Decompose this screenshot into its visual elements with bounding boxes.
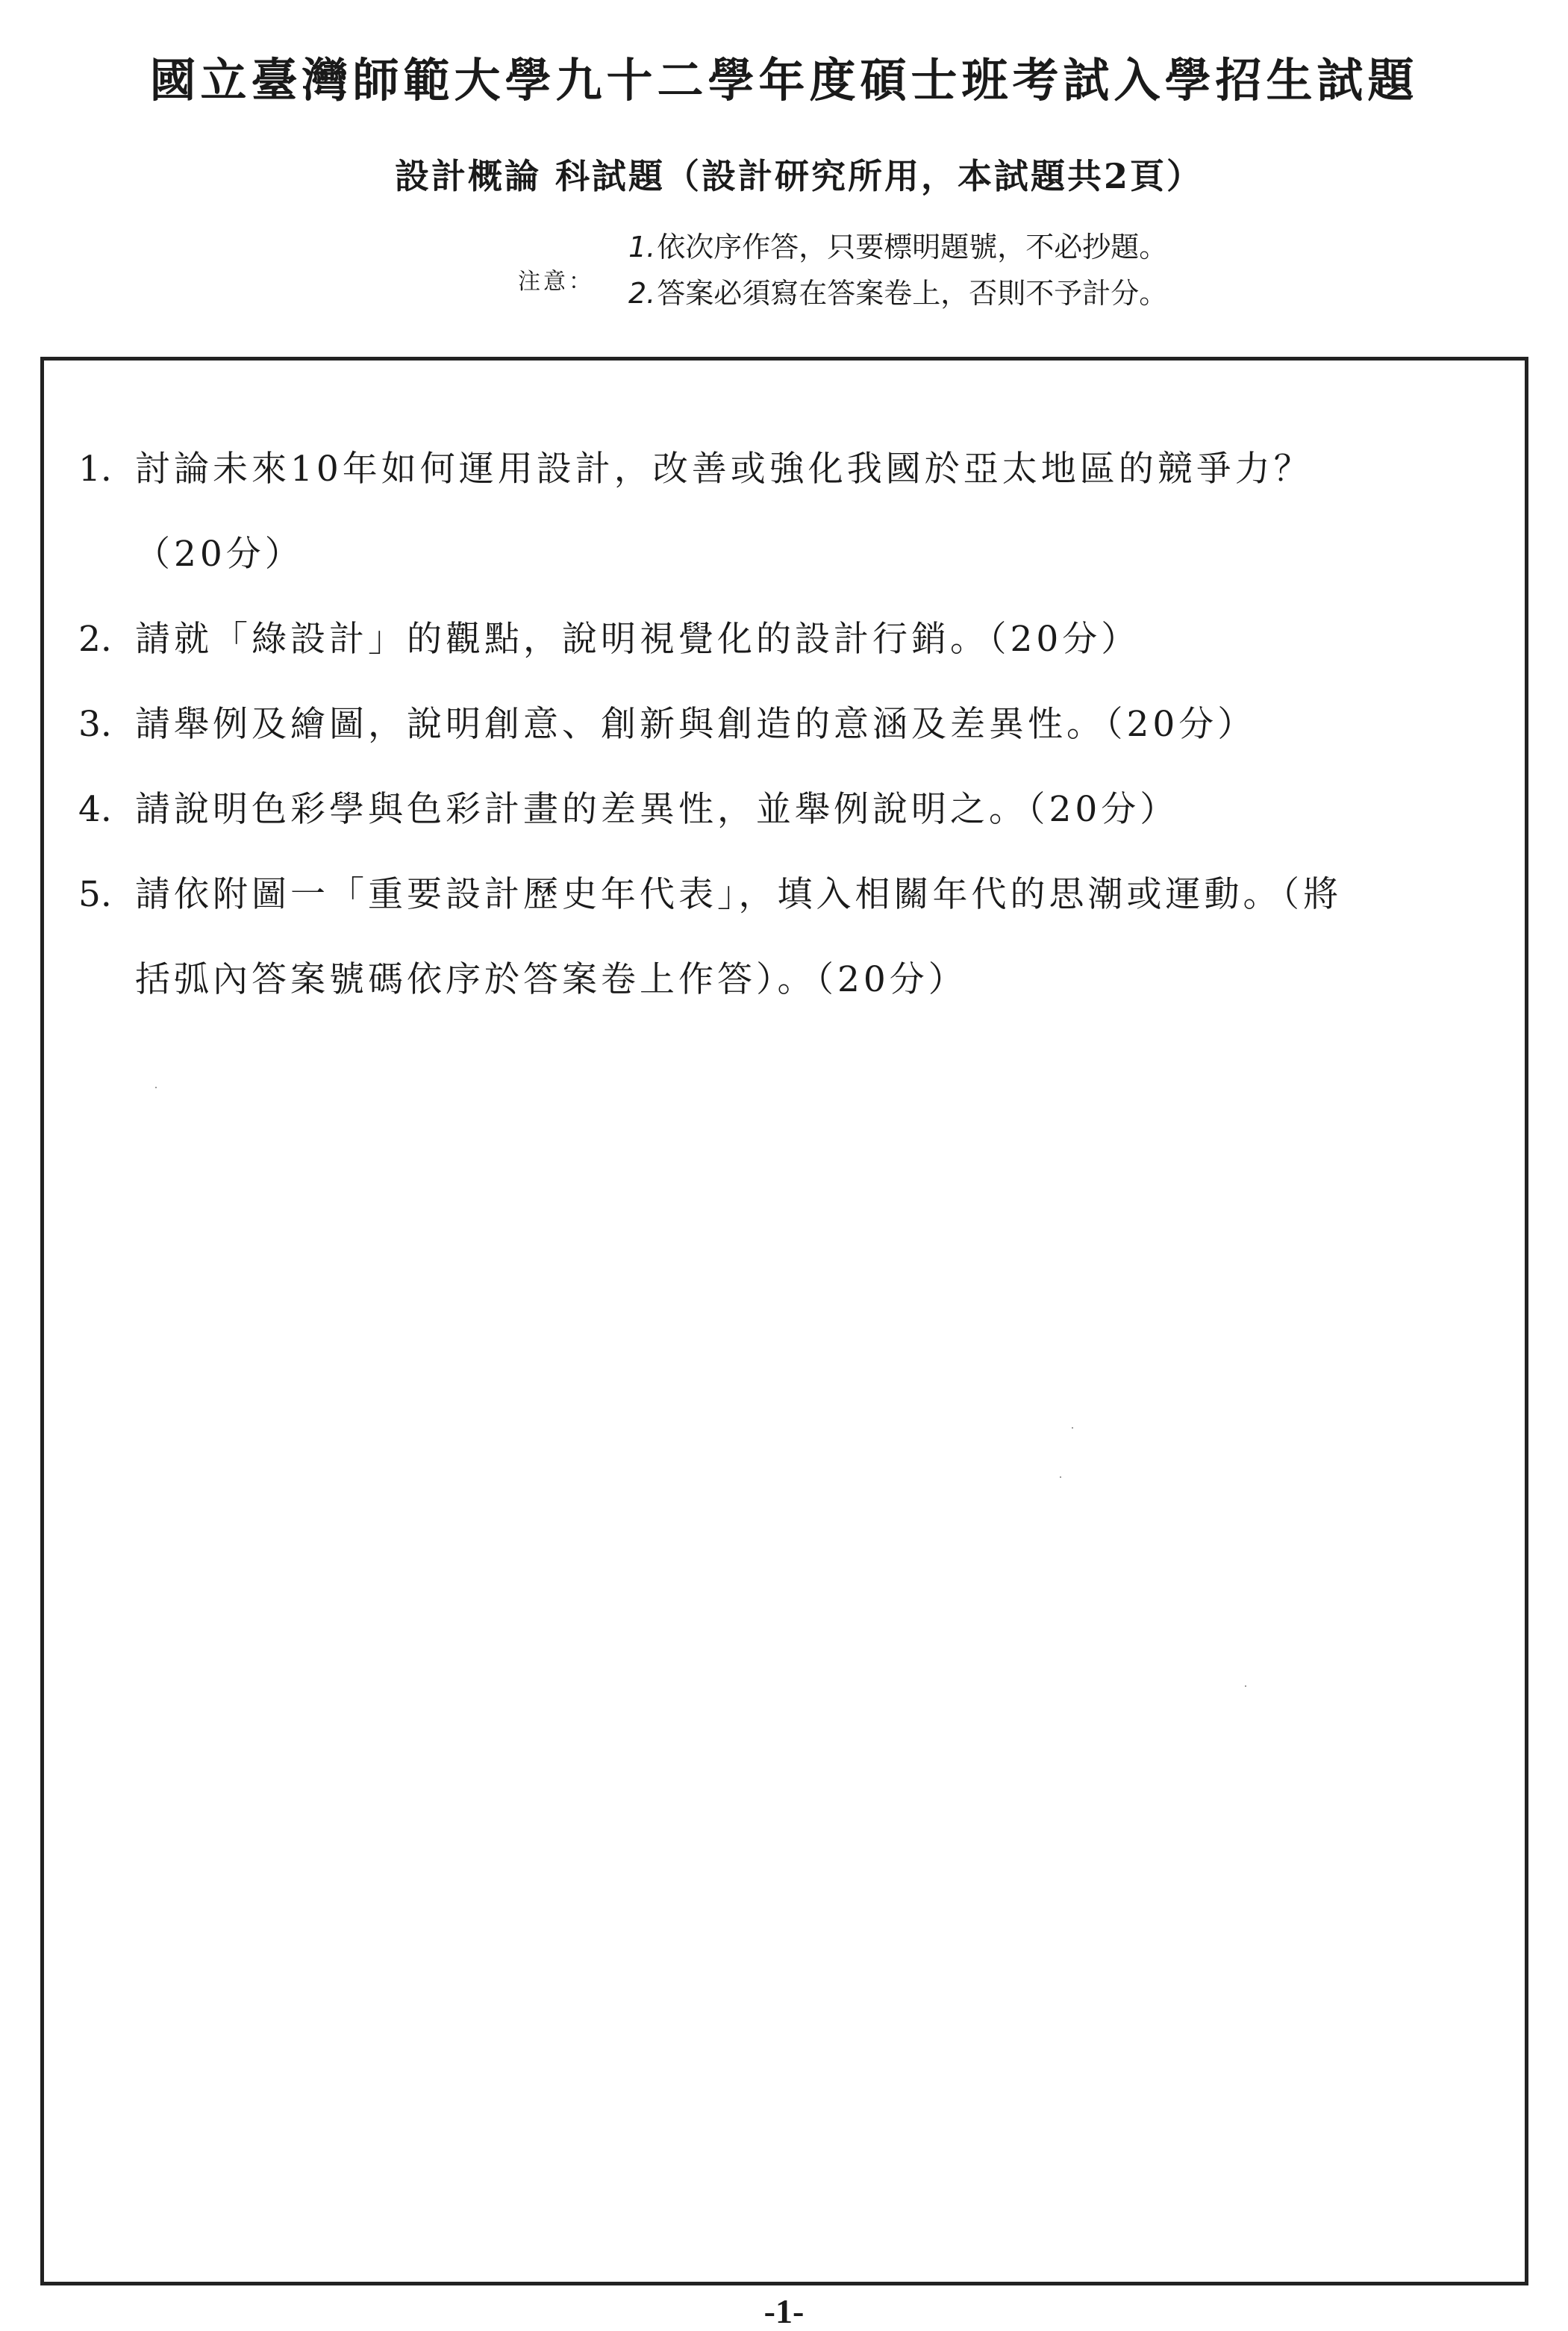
question-line: [78, 448, 1496, 491]
question-text: （20分）: [135, 534, 304, 575]
page-number: -1-: [763, 2292, 805, 2330]
notice-block: [518, 224, 1339, 328]
scan-speck: [1072, 1427, 1073, 1429]
question-line: [78, 703, 1496, 746]
notice-item-text: 依次序作答，只要標明題號，不必抄題。: [657, 231, 1168, 263]
question-line: [78, 873, 1496, 917]
notice-items: [628, 224, 1167, 316]
question-number: 2.: [78, 619, 112, 660]
scan-speck: [155, 1087, 157, 1088]
notice-item-text: 答案必須寫在答案卷上，否則不予計分。: [657, 277, 1168, 310]
notice-item: [628, 224, 1167, 270]
notice-label: 注意：: [518, 269, 594, 295]
notice-item-number: 2.: [628, 277, 656, 310]
question-number: 1.: [78, 449, 112, 490]
question-text: 討論未來10年如何運用設計，改善或強化我國於亞太地區的競爭力？: [135, 449, 1313, 490]
question-text: 請舉例及繪圖，說明創意、創新與創造的意涵及差異性。（20分）: [135, 704, 1257, 745]
notice-item: [628, 270, 1167, 316]
question-text: 括弧內答案號碼依序於答案卷上作答）。（20分）: [135, 959, 967, 1000]
exam-subtitle: 設計概論 科試題（設計研究所用，本試題共2頁）: [394, 156, 1204, 196]
question-line: [78, 533, 1496, 576]
question-line: [78, 958, 1496, 1002]
question-text: 請就「綠設計」的觀點，說明視覺化的設計行銷。（20分）: [135, 619, 1140, 660]
question-number: 4.: [78, 789, 112, 830]
scan-speck: [1060, 1476, 1061, 1478]
question-line: [78, 788, 1496, 831]
question-text: 請說明色彩學與色彩計畫的差異性，並舉例說明之。（20分）: [135, 789, 1179, 830]
notice-item-number: 1.: [628, 231, 656, 263]
question-number: 3.: [78, 704, 112, 745]
question-number: 5.: [78, 874, 112, 915]
question-list: [78, 448, 1496, 1002]
scan-speck: [1245, 1685, 1246, 1687]
exam-title: 國立臺灣師範大學九十二學年度碩士班考試入學招生試題: [149, 53, 1419, 107]
question-line: [78, 618, 1496, 661]
question-text: 請依附圖一「重要設計歷史年代表」，填入相關年代的思潮或運動。（將: [135, 874, 1342, 915]
